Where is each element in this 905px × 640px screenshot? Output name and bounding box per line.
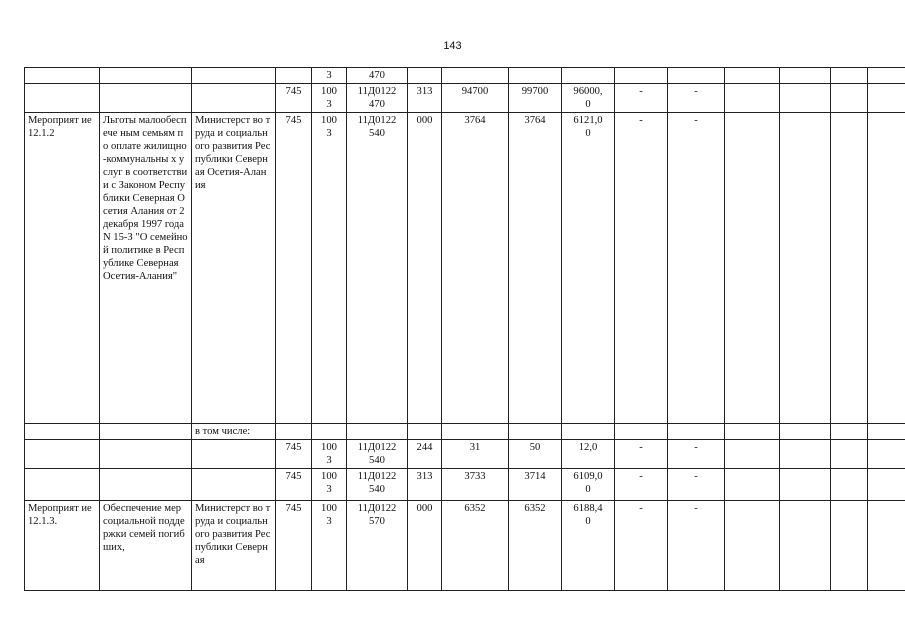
name-cell: Льготы малообеспече ным семьям по оплате жилищно-коммунальны х услуг в соответствии с Законом Республики Северная Осетия Алания от 2 декабря 1997 года N 15-З "О семейной политике в Республике Северная Осетия-Алания" — [100, 113, 192, 424]
empty-cell — [868, 84, 905, 113]
rzpr-cell: 3 — [312, 68, 347, 84]
vr-cell: 000 — [408, 501, 442, 591]
value-cell: - — [668, 113, 725, 424]
empty-cell — [868, 469, 905, 501]
value-cell: 3764 — [442, 113, 509, 424]
including-label: в том числе: — [192, 424, 276, 440]
empty-cell — [312, 424, 347, 440]
event-cell — [25, 68, 100, 84]
grbs-cell: 745 — [276, 84, 312, 113]
empty-cell — [725, 440, 780, 469]
csr-cell: 11Д0122 540 — [347, 469, 408, 501]
empty-cell — [408, 424, 442, 440]
value-cell: 94700 — [442, 84, 509, 113]
empty-cell — [831, 469, 868, 501]
empty-cell — [725, 501, 780, 591]
csr-cell: 11Д0122 470 — [347, 84, 408, 113]
name-cell: Обеспечение мер социальной поддержки семей погибших, — [100, 501, 192, 591]
grbs-cell — [276, 68, 312, 84]
empty-cell — [831, 84, 868, 113]
empty-cell — [868, 424, 905, 440]
vr-cell: 313 — [408, 84, 442, 113]
rzpr-cell: 100 3 — [312, 501, 347, 591]
executor-cell: Министерст во труда и социального развития Республики Северная Осетия-Алания — [192, 113, 276, 424]
empty-cell — [831, 424, 868, 440]
csr-cell: 11Д0122 540 — [347, 440, 408, 469]
name-cell — [100, 68, 192, 84]
table-row — [25, 424, 905, 440]
value-cell — [668, 68, 725, 84]
value-cell: - — [615, 469, 668, 501]
value-cell: 96000, 0 — [562, 84, 615, 113]
rzpr-cell: 100 3 — [312, 84, 347, 113]
empty-cell — [831, 113, 868, 424]
empty-cell — [25, 440, 100, 469]
empty-cell — [668, 424, 725, 440]
rzpr-cell: 100 3 — [312, 469, 347, 501]
empty-cell — [780, 68, 831, 84]
empty-cell — [725, 68, 780, 84]
value-cell: - — [668, 84, 725, 113]
empty-cell — [868, 501, 905, 591]
value-cell: 3733 — [442, 469, 509, 501]
empty-cell — [25, 469, 100, 501]
empty-cell — [192, 469, 276, 501]
empty-cell — [25, 424, 100, 440]
value-cell: - — [615, 440, 668, 469]
value-cell: 6352 — [509, 501, 562, 591]
empty-cell — [868, 113, 905, 424]
empty-cell — [725, 113, 780, 424]
empty-cell — [562, 424, 615, 440]
csr-cell: 470 — [347, 68, 408, 84]
empty-cell — [276, 424, 312, 440]
csr-cell: 11Д0122 540 — [347, 113, 408, 424]
vr-cell — [408, 68, 442, 84]
event-cell — [25, 84, 100, 113]
empty-cell — [192, 440, 276, 469]
budget-table — [24, 67, 905, 591]
executor-cell — [192, 68, 276, 84]
empty-cell — [831, 440, 868, 469]
empty-cell — [442, 424, 509, 440]
empty-cell — [780, 440, 831, 469]
empty-cell — [868, 440, 905, 469]
grbs-cell: 745 — [276, 501, 312, 591]
value-cell: 99700 — [509, 84, 562, 113]
value-cell: 6109,0 0 — [562, 469, 615, 501]
table-row — [25, 113, 905, 424]
table-row — [25, 84, 905, 113]
rzpr-cell: 100 3 — [312, 440, 347, 469]
value-cell: - — [615, 501, 668, 591]
vr-cell: 313 — [408, 469, 442, 501]
value-cell: 50 — [509, 440, 562, 469]
event-cell: Мероприят ие 12.1.3. — [25, 501, 100, 591]
value-cell: 3714 — [509, 469, 562, 501]
value-cell: 6188,4 0 — [562, 501, 615, 591]
value-cell: 6352 — [442, 501, 509, 591]
grbs-cell: 745 — [276, 469, 312, 501]
empty-cell — [780, 469, 831, 501]
executor-cell: Министерст во труда и социального развития Республики Северная — [192, 501, 276, 591]
executor-cell — [192, 84, 276, 113]
page-number: 143 — [443, 40, 462, 52]
empty-cell — [725, 84, 780, 113]
vr-cell: 000 — [408, 113, 442, 424]
value-cell: - — [668, 501, 725, 591]
empty-cell — [780, 113, 831, 424]
table-row — [25, 469, 905, 501]
empty-cell — [100, 469, 192, 501]
empty-cell — [780, 501, 831, 591]
name-cell — [100, 84, 192, 113]
value-cell: 3764 — [509, 113, 562, 424]
event-cell: Мероприят ие 12.1.2 — [25, 113, 100, 424]
value-cell — [442, 68, 509, 84]
value-cell: - — [615, 113, 668, 424]
grbs-cell: 745 — [276, 440, 312, 469]
empty-cell — [780, 84, 831, 113]
value-cell — [562, 68, 615, 84]
empty-cell — [509, 424, 562, 440]
value-cell: - — [668, 440, 725, 469]
value-cell: - — [615, 84, 668, 113]
empty-cell — [831, 501, 868, 591]
value-cell: - — [668, 469, 725, 501]
table-row — [25, 440, 905, 469]
value-cell — [615, 68, 668, 84]
csr-cell: 11Д0122 570 — [347, 501, 408, 591]
vr-cell: 244 — [408, 440, 442, 469]
value-cell — [509, 68, 562, 84]
empty-cell — [615, 424, 668, 440]
empty-cell — [347, 424, 408, 440]
empty-cell — [725, 424, 780, 440]
table-row — [25, 501, 905, 591]
value-cell: 12,0 — [562, 440, 615, 469]
table-row — [25, 68, 905, 84]
empty-cell — [868, 68, 905, 84]
value-cell: 6121,0 0 — [562, 113, 615, 424]
empty-cell — [100, 440, 192, 469]
empty-cell — [831, 68, 868, 84]
rzpr-cell: 100 3 — [312, 113, 347, 424]
empty-cell — [780, 424, 831, 440]
grbs-cell: 745 — [276, 113, 312, 424]
empty-cell — [100, 424, 192, 440]
value-cell: 31 — [442, 440, 509, 469]
empty-cell — [725, 469, 780, 501]
